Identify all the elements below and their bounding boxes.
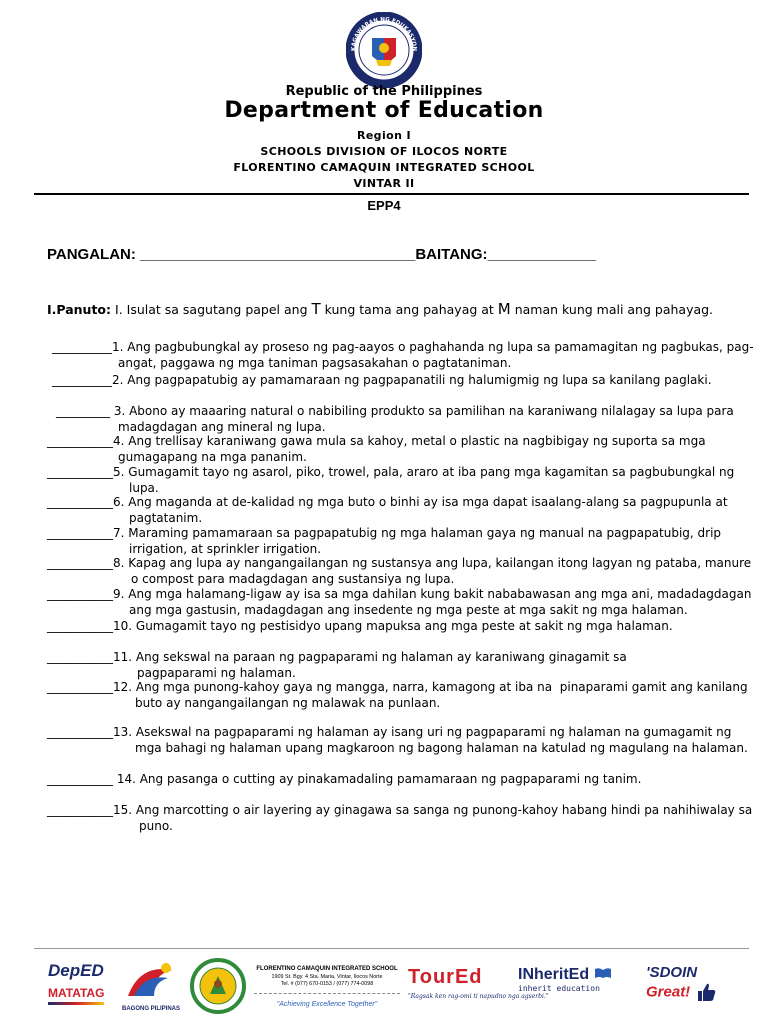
question-text-cont: angat, paggawa ng mga taniman pagsasakahan o pagtataniman. (118, 356, 512, 370)
question-text: ___________ 14. Ang pasanga o cutting ay pinakamadaling pamamaraan ng pagpaparami ng tanim. (47, 772, 642, 786)
svg-text:REPUBLIKA NG PILIPINAS (361, 58, 407, 75)
question-text-cont: lupa. (129, 481, 159, 495)
question-text-cont: mga bahagi ng halaman upang magkaroon ng bagong halaman na katulad ng magulang na halaman. (135, 741, 748, 755)
question-8[interactable] (47, 555, 751, 587)
seal-text (346, 12, 422, 88)
bagong-pilipinas-logo (120, 960, 182, 1016)
question-text: ___________6. Ang maganda at de-kalidad ng mga buto o binhi ay isa mga dapat isaalang-alang sa pagpupunla at (47, 495, 728, 509)
toured-tagline: "Ragsak ken rag-omi ti napudno nga agserbi." (408, 993, 549, 1000)
student-info-row (47, 246, 596, 263)
question-3[interactable] (56, 403, 734, 435)
inherited-subtext: inherit education (518, 984, 600, 993)
question-text: ___________9. Ang mga halamang-ligaw ay isa sa mga dahilan kung bakit nababawasan ang mga ani, madadagdagan (47, 587, 752, 601)
inherited-text: INheritEd (518, 966, 590, 983)
matatag-logo-text: MATATAG (48, 986, 105, 1000)
subject-title: EPP4 (367, 198, 401, 213)
question-text: ___________13. Asekswal na pagpaparami ng halaman ay isang uri ng pagpaparami ng halaman na gumagamit ng (47, 725, 732, 739)
footer-tel: Tel. # (077) 670-0153 / (077) 774-0098 (280, 981, 374, 987)
sdoin-great-logo (646, 964, 738, 1003)
question-text-cont: pagpaparami ng halaman. (137, 666, 296, 680)
question-text: ___________5. Gumagamit tayo ng asarol, piko, trowel, pala, araro at iba pang mga kagamitan sa pagbubungkal ng (47, 465, 735, 479)
question-12[interactable] (47, 679, 748, 711)
footer-divider (34, 948, 749, 949)
deped-logo-text: DepED (48, 961, 104, 980)
school-seal-icon (190, 958, 246, 1014)
question-text-cont: pagtatanim. (129, 511, 203, 525)
true-letter: T (311, 300, 321, 318)
bagong-pilipinas-icon (120, 960, 182, 1000)
question-14[interactable] (47, 771, 641, 787)
question-text: _________ 3. Abono ay maaaring natural o nabibiling produkto sa pamilihan na karaniwang nilalagay sa lupa para (56, 404, 734, 418)
question-1[interactable] (52, 339, 754, 371)
question-11[interactable] (47, 649, 627, 681)
open-book-icon (594, 967, 612, 979)
question-text-cont: madagdagan ang mineral ng lupa. (118, 420, 326, 434)
great-text: Great! (646, 983, 691, 1001)
question-text-cont: ang mga gastusin, madagdagan ang insedente ng mga peste at mga sakit ng mga halaman. (129, 603, 688, 617)
grade-label: BAITANG: (415, 246, 488, 263)
question-6[interactable] (47, 494, 728, 526)
bagong-pilipinas-text: BAGONG PILIPINAS (121, 1006, 180, 1012)
school-info-block (250, 966, 404, 1008)
thumbs-up-icon (695, 981, 717, 1003)
footer-school-name: FLORENTINO CAMAQUIN INTEGRATED SCHOOL (256, 966, 398, 972)
footer-motto: "Achieving Excellence Together" (276, 1001, 378, 1008)
instructions-text-c: naman kung mali ang pahayag. (510, 302, 714, 317)
instructions-label: I.Panuto: (47, 302, 112, 317)
school-title: FLORENTINO CAMAQUIN INTEGRATED SCHOOL (233, 161, 535, 174)
deped-matatag-logo (48, 962, 110, 1016)
toured-logo (408, 966, 549, 1000)
toured-text: TourEd (408, 966, 483, 988)
question-15[interactable] (47, 802, 752, 834)
false-letter: M (497, 300, 511, 318)
question-text: ___________10. Gumagamit tayo ng pestisidyo upang mapuksa ang mga peste at sakit ng mga halaman. (47, 619, 673, 633)
question-text-cont: puno. (139, 819, 173, 833)
question-text: ___________11. Ang sekswal na paraan ng pagpaparami ng halaman ay karaniwang ginagamit sa (47, 650, 627, 664)
question-9[interactable] (47, 586, 751, 618)
question-13[interactable] (47, 724, 748, 756)
question-text: ___________7. Maraming pamamaraan sa pagpapatubig ng mga halaman gaya ng manual na pagpapatubig, drip (47, 526, 722, 540)
question-text-cont: irrigation, at sprinkler irrigation. (129, 542, 322, 556)
region-title: Region I (356, 129, 412, 142)
question-4[interactable] (47, 433, 706, 465)
svg-text:KAGAWARAN NG EDUKASYON (351, 17, 417, 52)
question-5[interactable] (47, 464, 734, 496)
seal-outer-text: KAGAWARAN NG EDUKASYON (350, 16, 418, 52)
question-text: ___________8. Kapag ang lupa ay nangangailangan ng sustansya ang lupa, kailangan itong lagyan ng pataba, manure (47, 556, 752, 570)
question-text-cont: buto ay nangangailangan ng malawak na punlaan. (135, 696, 441, 710)
question-text: ___________15. Ang marcotting o air layering ay ginagawa sa sanga ng punong-kahoy habang hindi pa nahihiwalay sa (47, 803, 753, 817)
header-divider (34, 193, 749, 195)
question-text: ___________12. Ang mga punong-kahoy gaya ng mangga, narra, kamagong at iba na pinaparami gamit ang kanilang (47, 680, 748, 694)
question-text: ___________4. Ang trellisay karaniwang gawa mula sa kahoy, metal o plastic na nagbibigay ng suporta sa mga (47, 434, 706, 448)
question-2[interactable] (52, 372, 712, 388)
school-seal (190, 958, 246, 1014)
district-title: VINTAR II (353, 177, 415, 190)
sdoin-text: 'SDOIN (646, 964, 698, 981)
question-10[interactable] (47, 618, 673, 634)
name-blank[interactable]: _________________________________ (140, 246, 416, 263)
instructions-text-b: kung tama ang pahayag at (320, 302, 498, 317)
grade-blank[interactable]: _____________ (487, 246, 597, 263)
division-title: SCHOOLS DIVISION OF ILOCOS NORTE (260, 145, 508, 158)
inherited-logo (518, 964, 636, 993)
name-label: PANGALAN: (47, 246, 141, 263)
question-text-cont: o compost para madagdagan ang sustansiya ng lupa. (131, 572, 455, 586)
question-7[interactable] (47, 525, 721, 557)
seal-inner-text: REPUBLIKA NG PILIPINAS (360, 58, 408, 76)
instructions-text-a: I. Isulat sa sagutang papel ang (111, 302, 312, 317)
department-title: Department of Education (224, 98, 544, 123)
footer-address: 1909 St. Bgy. 4 Sta. Maria, Vintar, Ilocos Norte (271, 974, 383, 980)
question-text-cont: gumagapang na mga pananim. (118, 450, 307, 464)
question-text: __________2. Ang pagpapatubig ay pamamaraan ng pagpapanatili ng halumigmig ng lupa sa kanilang paglaki. (52, 373, 712, 387)
instructions (47, 300, 713, 318)
question-text: __________1. Ang pagbubungkal ay proseso ng pag-aayos o paghahanda ng lupa sa pamamagitan ng pagbukas, pag- (52, 340, 754, 354)
republic-title: Republic of the Philippines (285, 84, 483, 99)
